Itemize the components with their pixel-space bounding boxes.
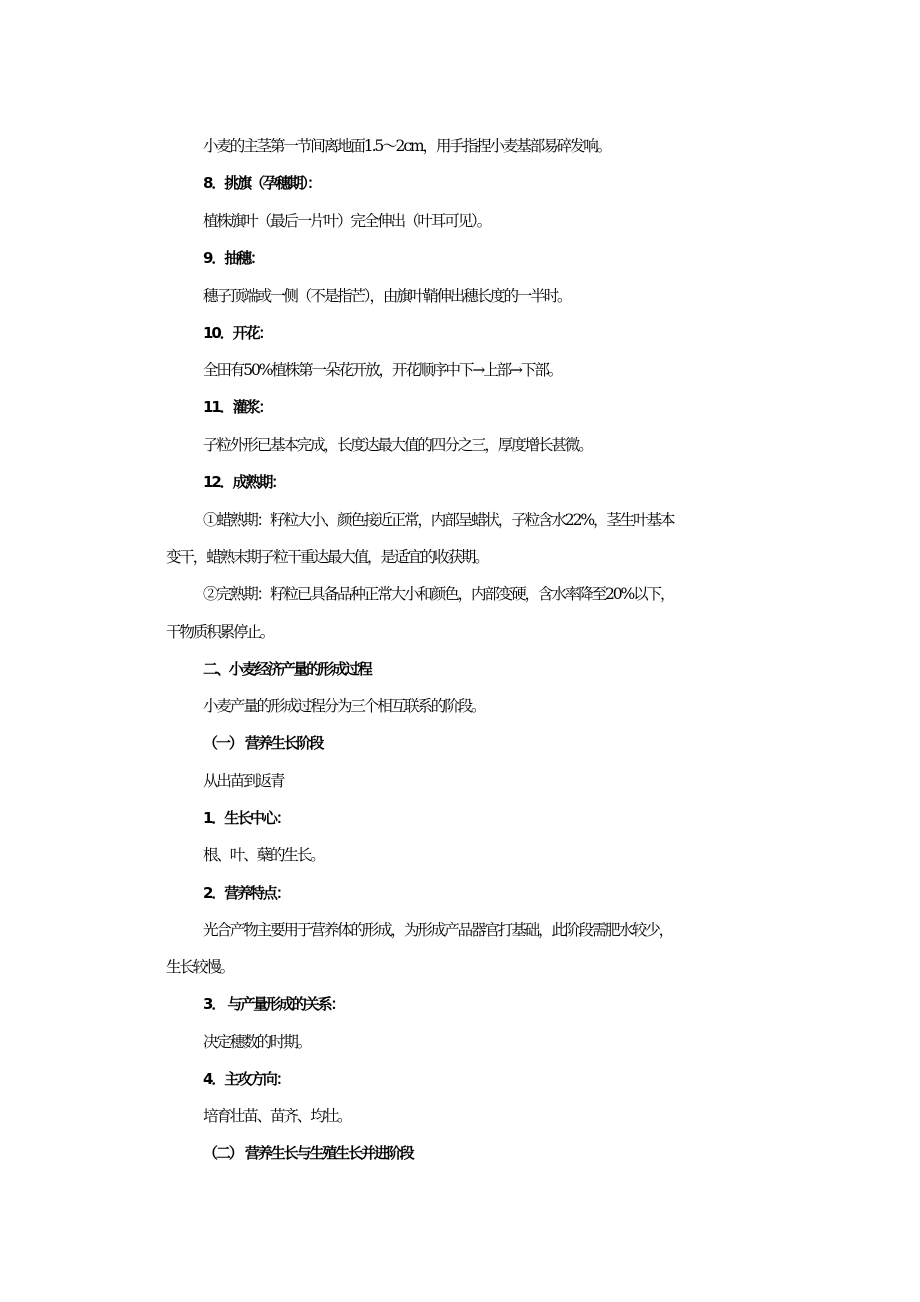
body-text-line: 培育壮苗、苗齐、均壮。 [203, 1107, 351, 1125]
section-heading-grain-filling: 11．灌浆： [203, 398, 272, 416]
body-text-line: ①蜡熟期：籽粒大小、颜色接近正常，内部呈蜡状，子粒含水22%，茎生叶基本 [203, 511, 674, 529]
body-text-line: 穗子顶端或一侧（不是指芒），由旗叶鞘伸出穗长度的一半时。 [203, 287, 571, 305]
body-text-line: 全田有50%植株第一朵花开放，开花顺序中下→上部→下部。 [203, 361, 562, 379]
subsection-heading-parallel-growth: （二） 营养生长与生殖生长并进阶段 [203, 1144, 413, 1162]
body-text-line: ②完熟期：籽粒已具备品种正常大小和颜色，内部变硬，含水率降至20%以下， [203, 585, 674, 603]
item-heading-main-direction: 4．主攻方向： [203, 1070, 289, 1088]
body-text-line: 子粒外形已基本完成，长度达最大值的四分之三，厚度增长甚微。 [203, 436, 592, 454]
section-heading-maturity: 12．成熟期： [203, 473, 285, 491]
body-text-line: 光合产物主要用于营养体的形成，为形成产品器官打基础，此阶段需肥水较少， [203, 921, 673, 939]
body-text-line: 根、叶、蘖的生长。 [203, 846, 324, 864]
chapter-heading-yield-formation: 二、小麦经济产量的形成过程 [203, 660, 371, 678]
body-text-line: 小麦的主茎第一节间离地面1.5～2cm，用手指捏小麦基部易碎发响。 [203, 137, 611, 155]
body-text-line: 变干，蜡熟末期子粒干重达最大值，是适宜的收获期。 [166, 548, 488, 566]
item-heading-nutrition: 2．营养特点： [203, 884, 289, 902]
section-heading-jointing-flag: 8．挑旗（孕穗期）： [203, 174, 320, 192]
item-heading-yield-relation: 3． 与产量形成的关系： [203, 995, 344, 1013]
body-text-line: 植株旗叶（最后一片叶）完全伸出（叶耳可见）。 [203, 212, 491, 230]
body-text-line: 从出苗到返青 [203, 772, 284, 790]
body-text-line: 小麦产量的形成过程分为三个相互联系的阶段。 [203, 697, 485, 715]
section-heading-flowering: 10．开花： [203, 324, 272, 342]
body-text-line: 生长较慢。 [166, 958, 234, 976]
body-text-line: 决定穗数的时期。 [203, 1033, 311, 1051]
section-heading-heading-stage: 9．抽穗： [203, 249, 263, 267]
item-heading-growth-center: 1．生长中心： [203, 809, 289, 827]
body-text-line: 干物质积累停止。 [166, 623, 274, 641]
subsection-heading-vegetative: （一） 营养生长阶段 [203, 734, 323, 752]
